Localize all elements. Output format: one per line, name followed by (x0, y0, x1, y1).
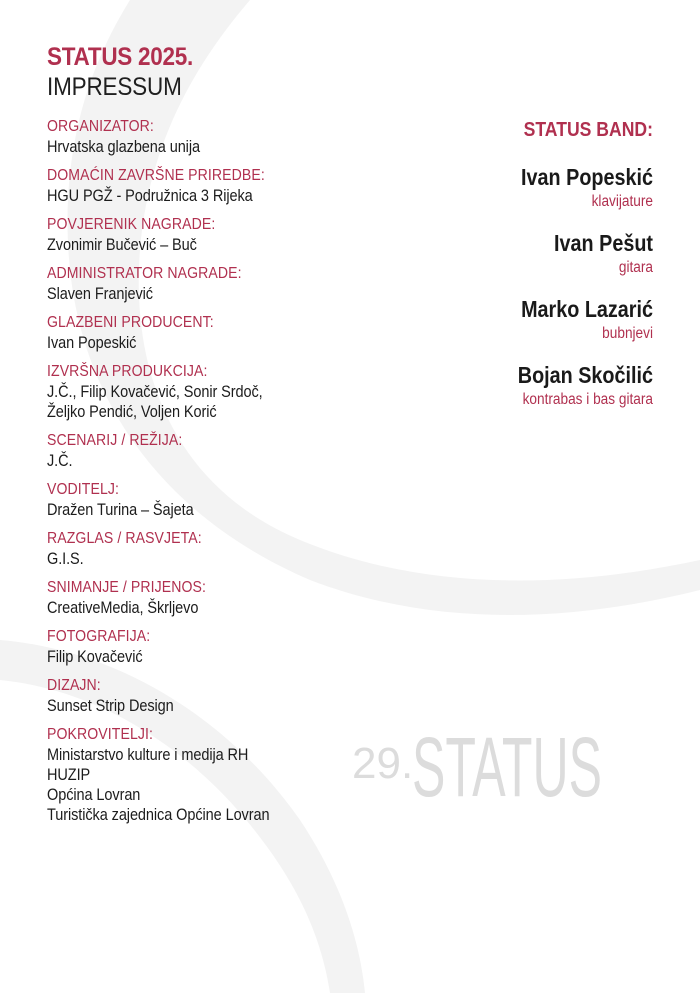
credit-label: GLAZBENI PRODUCENT: (47, 314, 214, 331)
band-member-name: Ivan Popeskić (521, 164, 653, 190)
credit-label: DOMAĆIN ZAVRŠNE PRIREDBE: (47, 167, 265, 184)
band-member (353, 163, 653, 213)
credit-item (47, 725, 377, 825)
credit-label: ADMINISTRATOR NAGRADE: (47, 265, 242, 282)
credit-value: HGU PGŽ - Podružnica 3 Rijeka (47, 187, 253, 205)
band-member (353, 295, 653, 345)
credit-label: RAZGLAS / RASVJETA: (47, 530, 202, 547)
credit-value: Filip Kovačević (47, 648, 143, 666)
credit-label: POKROVITELJI: (47, 726, 153, 743)
credit-value: J.Č., Filip Kovačević, Sonir Srdoč, (47, 383, 263, 401)
credit-item (47, 362, 377, 422)
band-member-name: Ivan Pešut (554, 230, 653, 256)
credit-item (47, 480, 377, 520)
credit-value: Željko Pendić, Voljen Korić (47, 403, 217, 421)
header (47, 42, 209, 102)
band-member-name: Marko Lazarić (521, 296, 653, 322)
status-logo (350, 700, 610, 814)
band-member-role: kontrabas i bas gitara (522, 391, 653, 408)
credit-value: Ivan Popeskić (47, 334, 137, 352)
credit-label: POVJERENIK NAGRADE: (47, 216, 216, 233)
credit-label: SNIMANJE / PRIJENOS: (47, 579, 207, 596)
credit-label: FOTOGRAFIJA: (47, 628, 151, 645)
credit-label: ORGANIZATOR: (47, 118, 154, 135)
credit-item (47, 529, 377, 569)
band-member-role: bubnjevi (602, 325, 653, 342)
credit-value: Sunset Strip Design (47, 697, 174, 715)
page-title: IMPRESSUM (47, 73, 182, 101)
logo-word: STATUS (412, 720, 602, 814)
band-member (353, 229, 653, 279)
logo-number: 29. (352, 739, 414, 788)
credit-value: Slaven Franjević (47, 285, 153, 303)
band-member-role: gitara (618, 259, 653, 276)
band-heading: STATUS BAND: (523, 119, 653, 141)
band-member-name: Bojan Skočilić (517, 362, 653, 388)
credit-label: IZVRŠNA PRODUKCIJA: (47, 363, 208, 380)
credit-label: VODITELJ: (47, 481, 119, 498)
credit-value: Dražen Turina – Šajeta (47, 501, 194, 519)
credit-item (47, 264, 377, 304)
page-title-accent: STATUS 2025. (47, 43, 193, 71)
credit-item (47, 431, 377, 471)
band-member (353, 361, 653, 411)
credit-item (47, 215, 377, 255)
credits-list (47, 117, 377, 834)
band-section (353, 117, 653, 427)
credit-value: J.Č. (47, 452, 73, 470)
credit-value: HUZIP (47, 766, 91, 784)
credit-value: G.I.S. (47, 550, 84, 568)
credit-item (47, 578, 377, 618)
credit-value: Turistička zajednica Općine Lovran (47, 806, 270, 824)
credit-value: CreativeMedia, Škrljevo (47, 599, 199, 617)
credit-item (47, 166, 377, 206)
credit-value: Zvonimir Bučević – Buč (47, 236, 197, 254)
band-member-role: klavijature (591, 193, 653, 210)
credit-item (47, 676, 377, 716)
credit-value: Hrvatska glazbena unija (47, 138, 200, 156)
credit-item (47, 117, 377, 157)
credit-label: DIZAJN: (47, 677, 101, 694)
credit-value: Ministarstvo kulture i medija RH (47, 746, 249, 764)
band-members (353, 163, 653, 411)
credit-label: SCENARIJ / REŽIJA: (47, 432, 183, 449)
credit-item (47, 313, 377, 353)
credit-value: Općina Lovran (47, 786, 141, 804)
credit-item (47, 627, 377, 667)
